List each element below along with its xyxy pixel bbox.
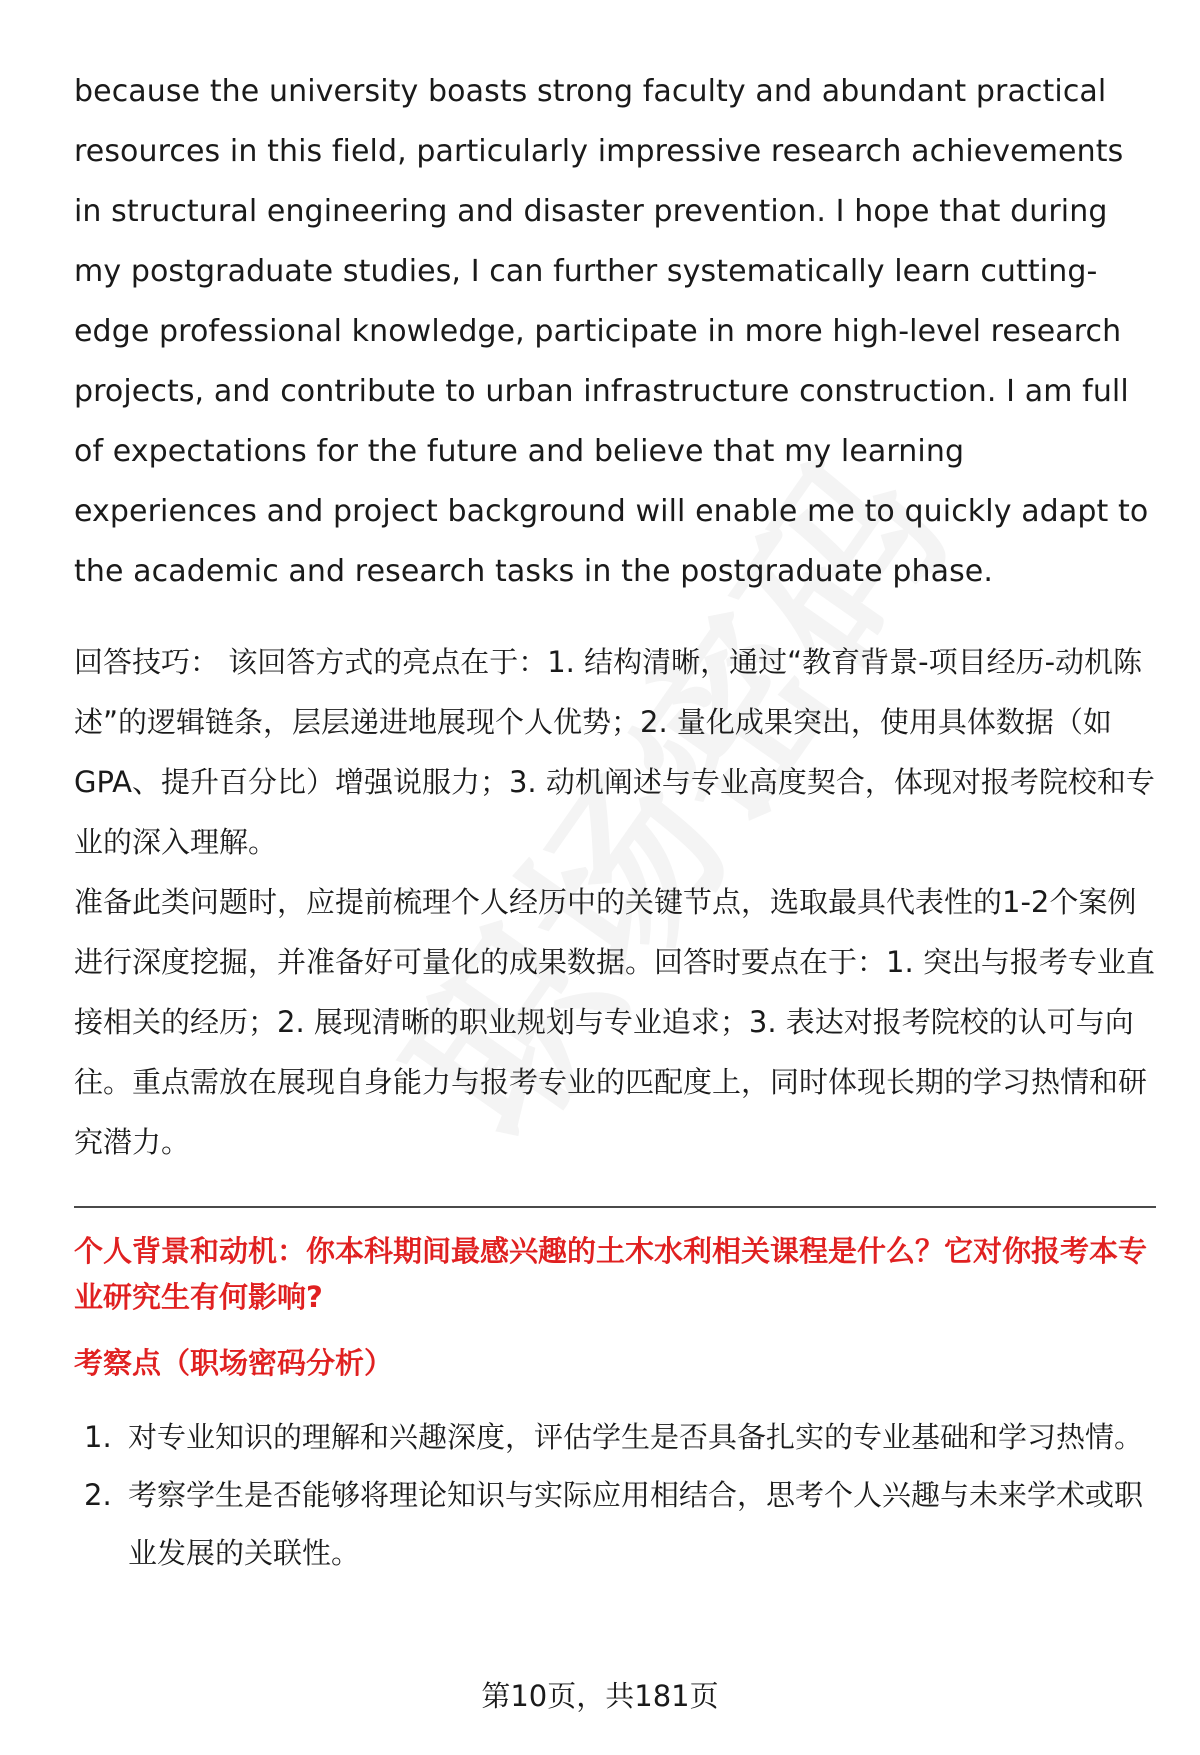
list-item-text: 考察学生是否能够将理论知识与实际应用相结合，思考个人兴趣与未来学术或职业发展的关联性。: [128, 1478, 1144, 1570]
english-paragraph: because the university boasts strong faculty and abundant practical resources in this field, particularly impressive research achievements in structural engineering and disaster prevention. I hope that during my postgraduate studies, I can further systematically learn cutting-edge professional knowledge, participate in more high-level research projects, and contribute to urban infrastructure construction. I am full of expectations for the future and believe that my learning experiences and project background will enable me to quickly adapt to the academic and research tasks in the postgraduate phase.: [74, 74, 1149, 589]
assessment-title: 考察点（职场密码分析）: [74, 1346, 394, 1380]
list-item-text: 对专业知识的理解和兴趣深度，评估学生是否具备扎实的专业基础和学习热情。: [128, 1420, 1144, 1454]
list-item-number: 1.: [84, 1420, 112, 1454]
tips-section: [74, 632, 1156, 1172]
list-item: [74, 1408, 1156, 1466]
list-item-number: 2.: [84, 1478, 112, 1512]
prep-paragraph: 准备此类问题时，应提前梳理个人经历中的关键节点，选取最具代表性的1-2个案例进行深度挖掘，并准备好可量化的成果数据。回答时要点在于：1. 突出与报考专业直接相关的经历；2. 展现清晰的职业规划与专业追求；3. 表达对报考院校的认可与向往。重点需放在展现自身能力与报考专业的匹配度上，同时体现长期的学习热情和研究潜力。: [74, 885, 1155, 1159]
assessment-points: [74, 1408, 1156, 1582]
page-content: [74, 62, 1156, 1582]
page-number: 第10页，共181页: [481, 1679, 719, 1713]
tips-paragraph: 回答技巧： 该回答方式的亮点在于：1. 结构清晰，通过“教育背景-项目经历-动机陈述”的逻辑链条，层层递进地展现个人优势；2. 量化成果突出，使用具体数据（如GPA、提升百分比）增强说服力；3. 动机阐述与专业高度契合，体现对报考院校和专业的深入理解。: [74, 645, 1155, 859]
question-title: 个人背景和动机：你本科期间最感兴趣的土木水利相关课程是什么？它对你报考本专业研究生有何影响?: [74, 1234, 1148, 1314]
section-divider: [74, 1206, 1156, 1208]
list-item: [74, 1466, 1156, 1582]
